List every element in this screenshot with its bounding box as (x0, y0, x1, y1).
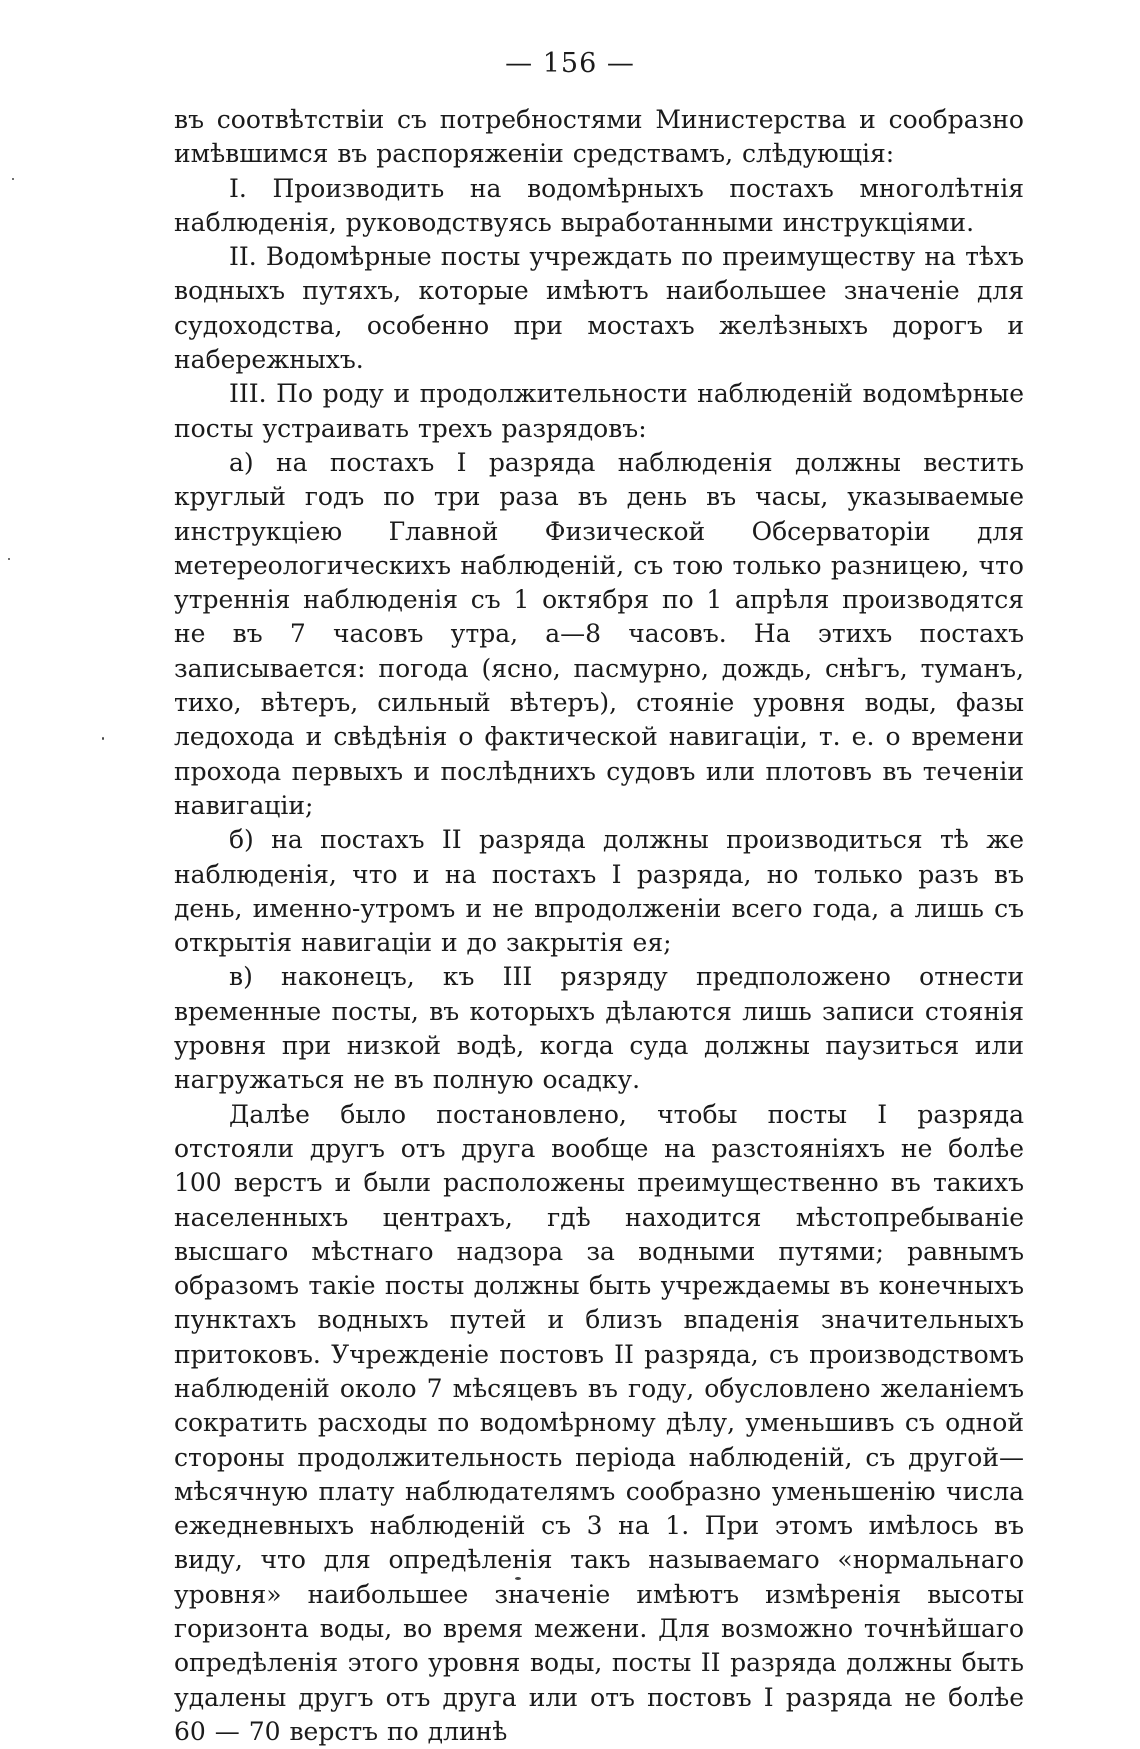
scan-speck (102, 737, 104, 740)
scan-speck (8, 558, 10, 560)
paragraph-subitem-b: б) на постахъ II разряда должны производиться тѣ же наблюденія, что и на постахъ I разряда, но только разъ въ день, именно-утромъ и не впродолженіи всего года, а лишь съ открытія навигаціи и до закрытія ея; (174, 825, 1024, 958)
paragraph-item-1: I. Производить на водомѣрныхъ постахъ многолѣтнія наблюденія, руководствуясь выработанными инструкціями. (174, 173, 1024, 237)
paragraph-subitem-v: в) наконецъ, къ III рязряду предположено отнести временные посты, въ которыхъ дѣлаются лишь записи стоянія уровня при низкой водѣ, когда суда должны паузиться или нагружаться не въ полную осадку. (174, 962, 1024, 1095)
paragraph-main: Далѣе было постановлено, чтобы посты I разряда отстояли другъ отъ друга вообще на разстояніяхъ не болѣе 100 верстъ и были расположены преимущественно въ такихъ населенныхъ центрахъ, гдѣ находится мѣстопребываніе высшаго мѣстнаго надзора за водными путями; равнымъ образомъ такіе посты должны быть учреждаемы въ конечныхъ пунктахъ водныхъ путей и близъ впаденія значительныхъ притоковъ. Учрежденіе постовъ II разряда, съ производствомъ наблюденій около 7 мѣсяцевъ въ году, обусловлено желаніемъ сократить расходы по водомѣрному дѣлу, уменьшивъ съ одной стороны продолжительность періода наблюденій, съ другой—мѣсячную плату наблюдателямъ сообразно уменьшенію числа ежедневныхъ наблюденій съ 3 на 1. При этомъ имѣлось въ виду, что для опредѣленія такъ называемаго «нормальнаго уровня» наибольшее значеніе имѣютъ измѣренія высоты горизонта воды, во время межени. Для возможно точнѣйшаго опредѣленія этого уровня воды, посты II разряда должны быть удалены другъ отъ друга или отъ постовъ I разряда не болѣе 60 — 70 верстъ по длинѣ (174, 1099, 1024, 1746)
scan-speck (515, 1577, 521, 1580)
paragraph-item-3: III. По роду и продолжительности наблюденій водомѣрные посты устраивать трехъ разрядовъ: (174, 379, 1024, 443)
text-body (174, 103, 1024, 1749)
paragraph-subitem-a: а) на постахъ I разряда наблюденія должны вестить круглый годъ по три раза въ день въ часы, указываемые инструкціею Главной Физической Обсерваторіи для метереологическихъ наблюденій, съ тою только разницею, что утреннія наблюденія съ 1 октября по 1 апрѣля производятся не въ 7 часовъ утра, а—8 часовъ. На этихъ постахъ записывается: погода (ясно, пасмурно, дождь, снѣгъ, туманъ, тихо, вѣтеръ, сильный вѣтеръ), стояніе уровня воды, фазы ледохода и свѣдѣнія о фактической навигаціи, т. е. о времени прохода первыхъ и послѣднихъ судовъ или плотовъ въ теченіи навигаціи; (174, 447, 1024, 820)
paragraph-continuation: въ соотвѣтствіи съ потребностями Министерства и сообразно имѣвшимся въ распоряженіи средствамъ, слѣдующія: (174, 105, 1024, 169)
page-number: — 156 — (505, 48, 635, 79)
scan-speck (12, 178, 14, 180)
paragraph-item-2: II. Водомѣрные посты учреждать по преимуществу на тѣхъ водныхъ путяхъ, которые имѣютъ наибольшее значеніе для судоходства, особенно при мостахъ желѣзныхъ дорогъ и набережныхъ. (174, 242, 1024, 375)
